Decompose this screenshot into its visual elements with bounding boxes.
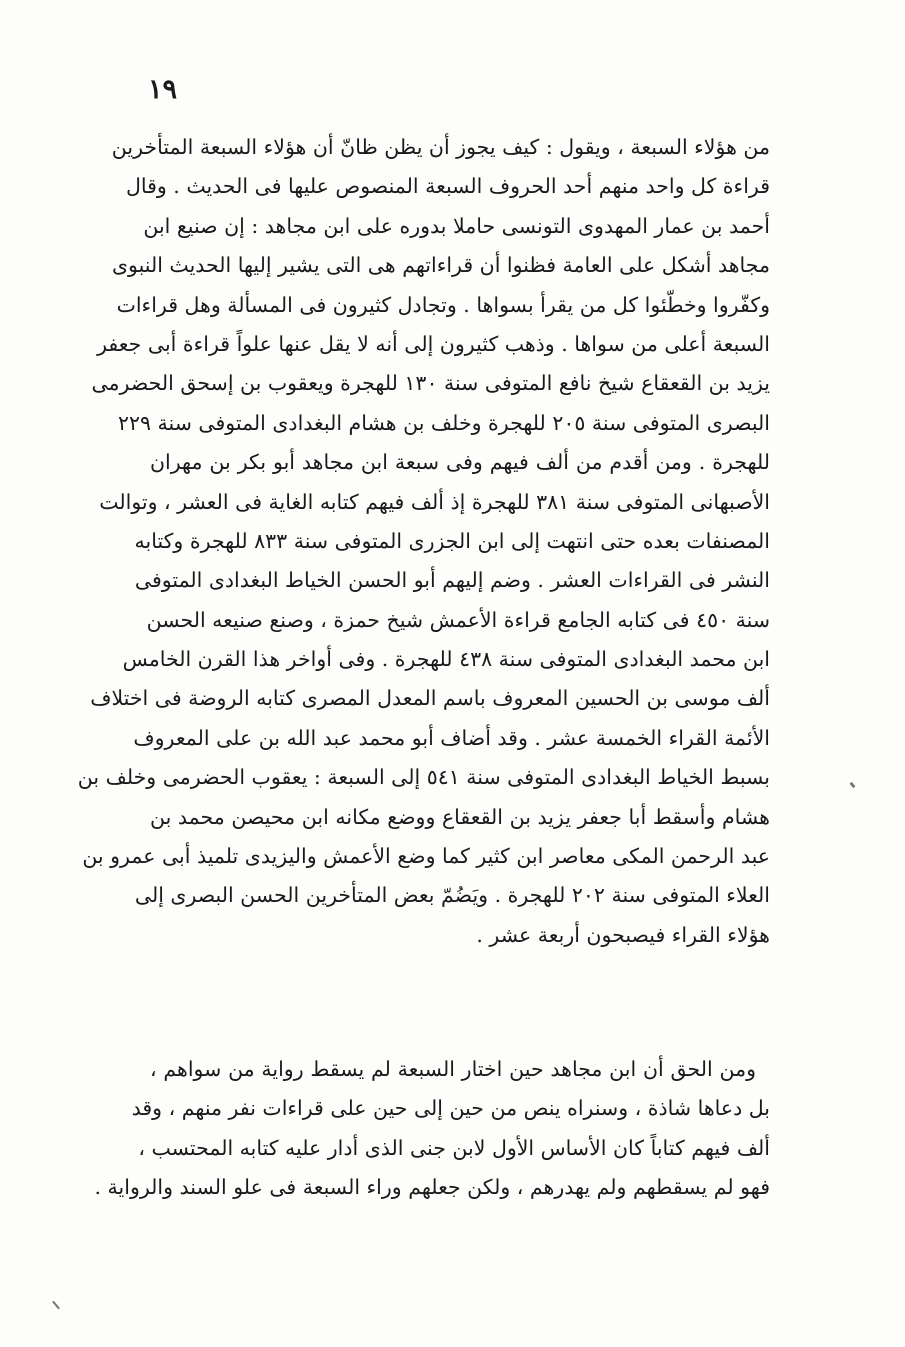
paragraph-1 bbox=[77, 128, 770, 955]
text-line: فهو لم يسقطهم ولم يهدرهم ، ولكن جعلهم وراء السبعة فى علو السند والرواية . bbox=[94, 1175, 770, 1200]
text-line: المصنفات بعده حتى انتهت إلى ابن الجزرى المتوفى سنة ٨٣٣ للهجرة وكتابه bbox=[134, 528, 770, 553]
text-line: ألف فيهم كتاباً كان الأساس الأول لابن جنى الذى أدار عليه كتابه المحتسب ، bbox=[138, 1135, 770, 1160]
text-line: عبد الرحمن المكى معاصر ابن كثير كما وضع الأعمش واليزيدى تلميذ أبى عمرو بن bbox=[82, 844, 770, 869]
text-line: قراءة كل واحد منهم أحد الحروف السبعة المنصوص عليها فى الحديث . وقال bbox=[125, 174, 770, 199]
scan-speck bbox=[849, 782, 855, 789]
text-line: من هؤلاء السبعة ، ويقول : كيف يجوز أن يظن ظانّ أن هؤلاء السبعة المتأخرين bbox=[111, 135, 770, 159]
text-line: البصرى المتوفى سنة ٢٠٥ للهجرة وخلف بن هشام البغدادى المتوفى سنة ٢٢٩ bbox=[117, 410, 770, 435]
text-line: ومن الحق أن ابن مجاهد حين اختار السبعة لم يسقط رواية من سواهم ، bbox=[150, 1057, 756, 1081]
text-line: يزيد بن القعقاع شيخ نافع المتوفى سنة ١٣٠ للهجرة ويعقوب بن إسحق الحضرمى bbox=[91, 371, 770, 396]
paragraph-2 bbox=[94, 1050, 770, 1208]
scan-speck bbox=[52, 1301, 60, 1310]
page-number: ١٩ bbox=[148, 74, 178, 105]
text-line: النشر فى القراءات العشر . وضم إليهم أبو الحسن الخياط البغدادى المتوفى bbox=[134, 568, 770, 593]
text-line: وكفّروا وخطّئوا كل من يقرأ بسواها . وتجادل كثيرون فى المسألة وهل قراءات bbox=[116, 292, 770, 317]
text-line: هؤلاء القراء فيصبحون أربعة عشر . bbox=[476, 922, 770, 947]
text-line: الأئمة القراء الخمسة عشر . وقد أضاف أبو محمد عبد الله بن على المعروف bbox=[133, 725, 770, 750]
text-line: ألف موسى بن الحسين المعروف باسم المعدل المصرى كتابه الروضة فى اختلاف bbox=[90, 686, 770, 711]
text-line: الأصبهانى المتوفى سنة ٣٨١ للهجرة إذ ألف فيهم كتابه الغاية فى العشر ، وتوالت bbox=[99, 489, 770, 514]
text-line: بسبط الخياط البغدادى المتوفى سنة ٥٤١ إلى السبعة : يعقوب الحضرمى وخلف بن bbox=[77, 765, 770, 790]
text-line: هشام وأسقط أبا جعفر يزيد بن القعقاع ووضع مكانه ابن محيصن محمد بن bbox=[150, 804, 770, 829]
text-line: للهجرة . ومن أقدم من ألف فيهم وفى سبعة ابن مجاهد أبو بكر بن مهران bbox=[150, 450, 770, 475]
text-line: ابن محمد البغدادى المتوفى سنة ٤٣٨ للهجرة . وفى أواخر هذا القرن الخامس bbox=[122, 647, 770, 672]
text-line: السبعة أعلى من سواها . وذهب كثيرون إلى أنه لا يقل عنها علواً قراءة أبى جعفر bbox=[97, 331, 770, 356]
text-line: العلاء المتوفى سنة ٢٠٢ للهجرة . ويَضُمّ بعض المتأخرين الحسن البصرى إلى bbox=[134, 883, 770, 908]
text-line: بل دعاها شاذة ، وسنراه ينص من حين إلى حين على قراءات نفر منهم ، وقد bbox=[131, 1096, 770, 1121]
text-line: مجاهد أشكل على العامة فظنوا أن قراءاتهم هى التى يشير إليها الحديث النبوى bbox=[111, 253, 770, 278]
text-line: أحمد بن عمار المهدوى التونسى حاملا بدوره على ابن مجاهد : إن صنيع ابن bbox=[143, 213, 770, 238]
text-line: سنة ٤٥٠ فى كتابه الجامع قراءة الأعمش شيخ حمزة ، وصنع صنيعه الحسن bbox=[146, 607, 770, 632]
